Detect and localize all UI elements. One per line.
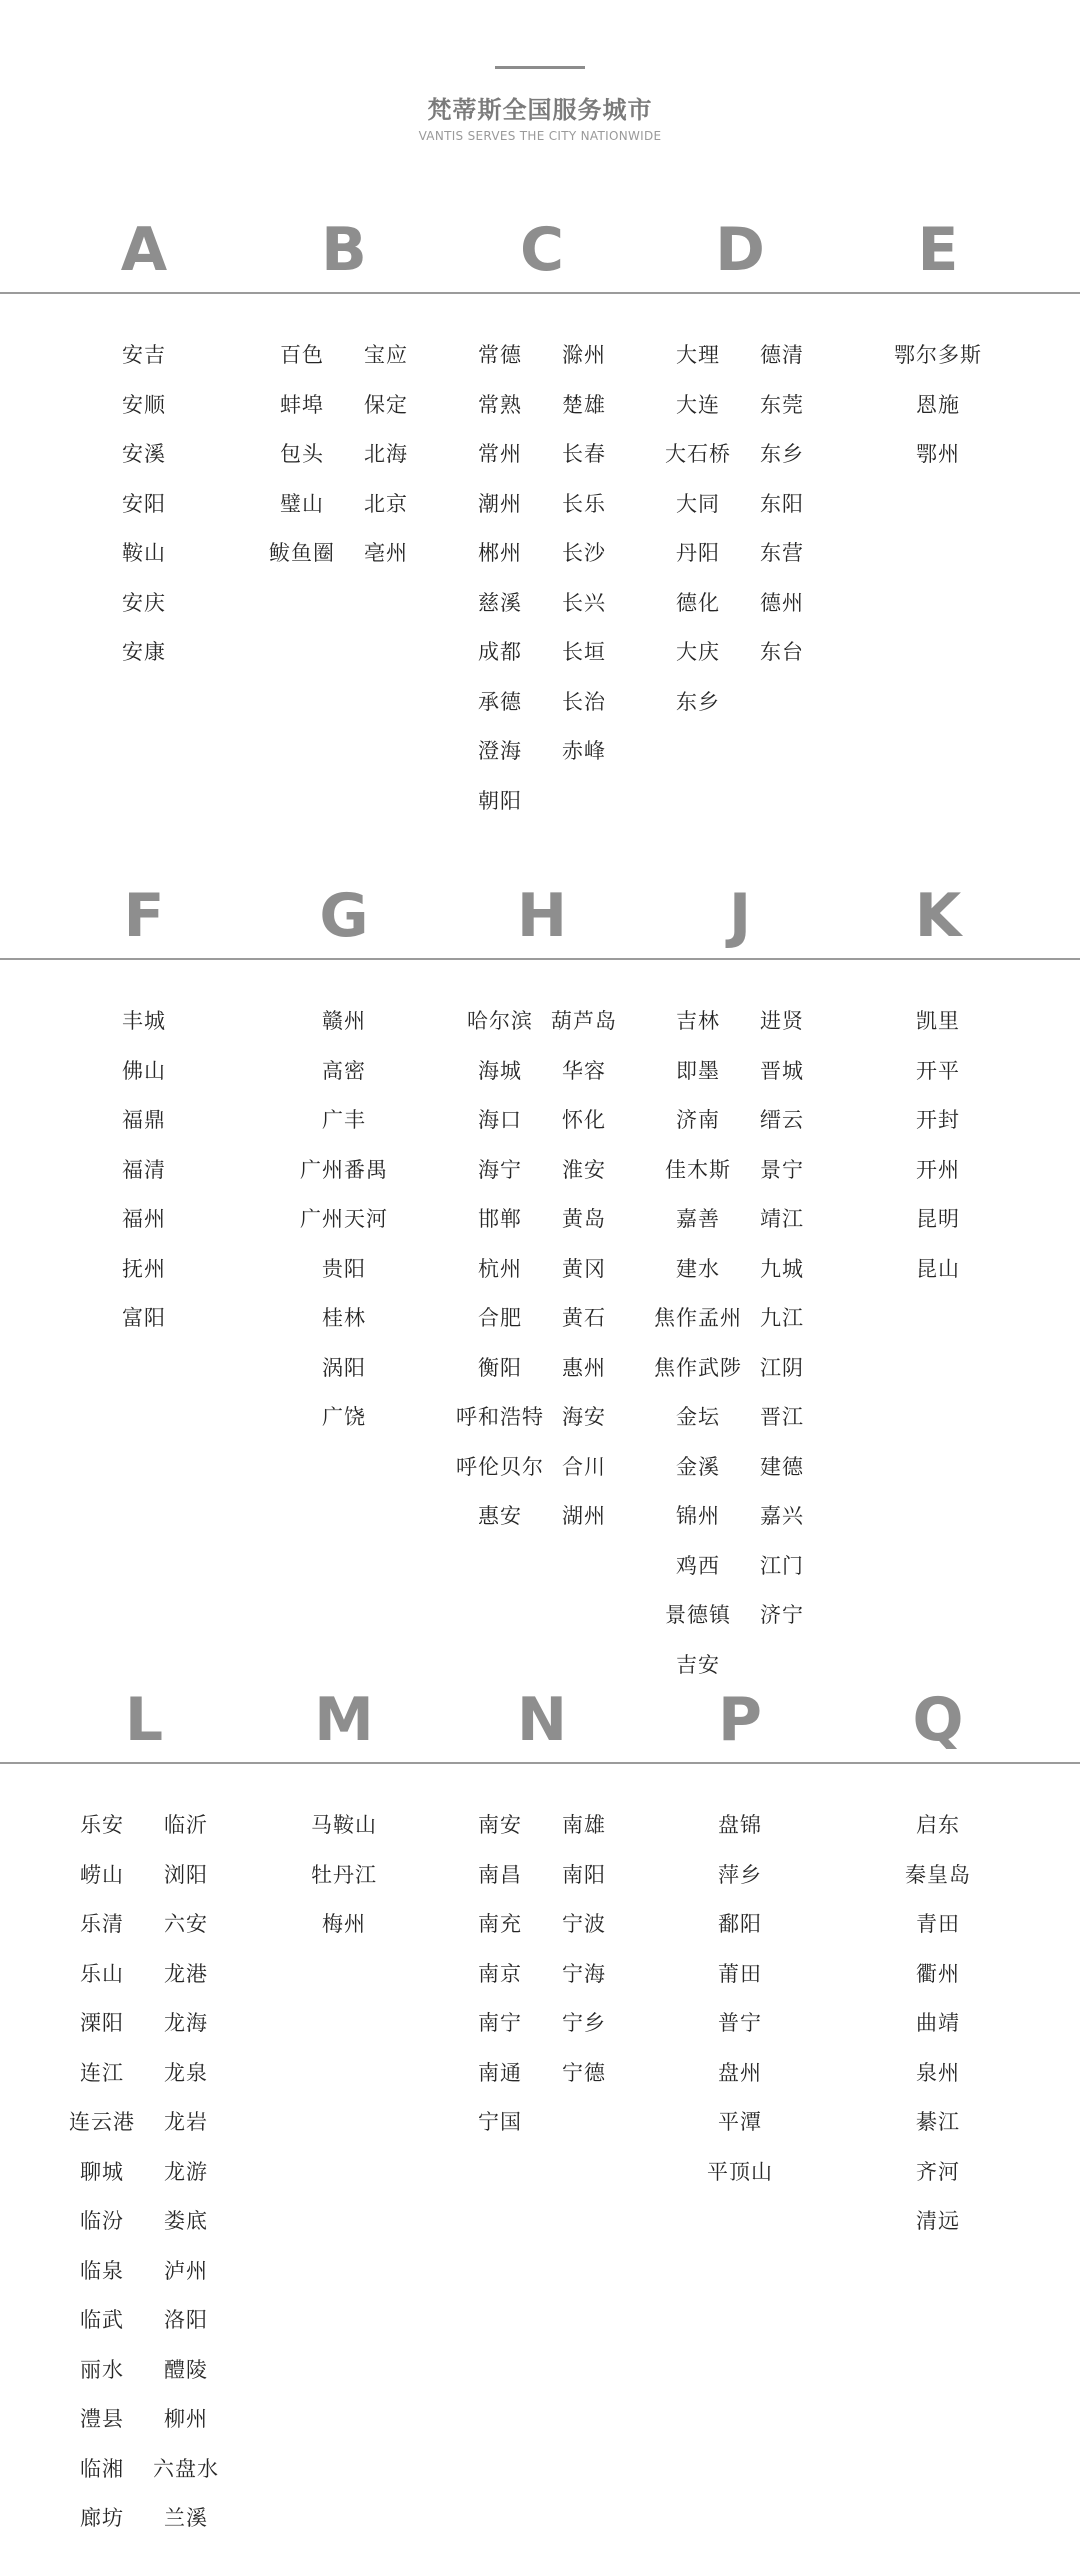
city-name: 黄石 [562,1306,606,1330]
section-rule [0,1762,1080,1764]
city-name: 贵阳 [322,1256,366,1281]
city-name: 娄底 [164,2209,208,2233]
city-name: 连云港 [69,2110,135,2134]
city-name: 广饶 [322,1405,366,1429]
city-name: 安康 [122,640,166,664]
city-name: 鞍山 [122,541,166,565]
city-name: 合肥 [478,1306,522,1330]
city-name: 长沙 [562,541,606,565]
city-name: 醴陵 [164,2357,208,2382]
city-name: 九城 [760,1256,804,1281]
city-name: 清远 [916,2209,960,2233]
city-name: 金坛 [676,1405,720,1429]
section-letter: H [516,881,568,951]
city-name: 南昌 [478,1862,522,1887]
city-name: 安阳 [122,491,166,516]
city-name: 怀化 [562,1108,606,1132]
city-name: 高密 [322,1058,366,1083]
city-name: 慈溪 [478,590,522,615]
city-name: 大同 [676,491,720,516]
city-name: 凯里 [916,1009,960,1033]
city-name: 齐河 [916,2159,960,2184]
city-name: 璧山 [280,491,324,516]
city-name: 浏阳 [164,1862,208,1887]
city-name: 六安 [164,1912,208,1936]
city-name: 鲅鱼圈 [269,541,335,565]
city-name: 德清 [760,343,804,367]
city-name: 廊坊 [80,2506,124,2530]
city-name: 江阴 [760,1355,804,1380]
city-name: 焦作武陟 [654,1355,742,1380]
city-name: 佛山 [122,1058,166,1083]
city-name: 洛阳 [164,2308,208,2332]
city-name: 合川 [562,1454,606,1479]
city-name: 南充 [478,1912,522,1936]
city-name: 常州 [478,442,522,466]
city-name: 鄂尔多斯 [894,343,982,367]
city-name: 海城 [478,1058,522,1083]
city-name: 建水 [676,1256,720,1281]
city-name: 广州番禺 [300,1157,388,1182]
city-name: 乐清 [80,1912,124,1936]
city-name: 开平 [916,1058,960,1083]
city-name: 九江 [760,1306,804,1330]
city-name: 抚州 [122,1256,166,1281]
city-name: 东乡 [760,442,804,466]
city-name: 萍乡 [718,1862,762,1887]
city-name: 嘉兴 [760,1504,804,1528]
city-name: 缙云 [760,1108,804,1132]
city-name: 泉州 [916,2060,960,2085]
city-name: 东莞 [760,392,804,417]
city-name: 聊城 [80,2159,124,2184]
city-name: 海宁 [478,1157,522,1182]
city-name: 平顶山 [707,2159,773,2184]
section-letter: J [728,881,752,951]
city-name: 兰溪 [164,2506,208,2530]
city-name: 宁国 [478,2110,522,2134]
city-name: 吉林 [676,1009,720,1033]
city-name: 东阳 [760,491,804,516]
city-name: 普宁 [718,2011,762,2035]
city-name: 晋城 [760,1058,804,1083]
city-name: 连江 [80,2060,124,2085]
city-name: 滁州 [562,343,606,367]
city-name: 北京 [364,491,408,516]
city-name: 淮安 [562,1157,606,1182]
city-name: 安顺 [122,392,166,417]
section-letter: G [319,881,369,951]
city-name: 衢州 [916,1961,960,1986]
city-name: 大理 [676,343,720,367]
city-name: 邯郸 [478,1207,522,1231]
section-letter: A [120,215,168,285]
city-name: 景德镇 [665,1603,731,1627]
city-name: 赤峰 [562,739,606,763]
city-name: 南阳 [562,1862,606,1887]
city-name: 鄱阳 [718,1912,762,1936]
city-name: 莆田 [718,1961,762,1986]
city-name: 济宁 [760,1603,804,1627]
city-name: 溧阳 [80,2011,124,2035]
city-name: 百色 [280,343,324,367]
city-name: 德州 [760,590,804,615]
section-letter: Q [912,1685,964,1755]
city-name: 即墨 [676,1058,720,1083]
city-name: 济南 [676,1108,720,1132]
section-letter: P [718,1685,762,1755]
city-name: 靖江 [760,1207,804,1231]
city-name: 惠州 [562,1355,606,1380]
city-name: 呼伦贝尔 [456,1454,544,1479]
city-name: 梅州 [322,1912,366,1936]
city-name: 开封 [916,1108,960,1132]
city-name: 江门 [760,1553,804,1578]
city-name: 临沂 [164,1813,208,1837]
city-name: 海口 [478,1108,522,1132]
city-name: 哈尔滨 [467,1009,533,1033]
city-name: 海安 [562,1405,606,1429]
city-name: 呼和浩特 [456,1405,544,1429]
city-name: 宝应 [364,343,408,367]
city-name: 启东 [916,1813,960,1837]
city-name: 丹阳 [676,541,720,565]
city-name: 临武 [80,2308,124,2332]
city-name: 龙岩 [164,2110,208,2134]
city-name: 进贤 [760,1009,804,1033]
city-name: 衡阳 [478,1355,522,1380]
city-name: 昆明 [916,1207,960,1231]
city-name: 朝阳 [478,788,522,813]
city-name: 牡丹江 [311,1862,377,1887]
city-name: 华容 [562,1058,606,1083]
section-letter: F [123,881,165,951]
city-name: 南京 [478,1961,522,1986]
city-name: 湖州 [562,1504,606,1528]
section-letter: D [715,215,765,285]
city-name: 亳州 [364,541,408,565]
city-name: 南雄 [562,1813,606,1837]
city-name: 桂林 [322,1306,366,1330]
city-name: 宁乡 [562,2011,606,2035]
city-name: 佳木斯 [665,1157,731,1182]
city-name: 常熟 [478,392,522,417]
city-name: 锦州 [676,1504,720,1528]
city-name: 吉安 [676,1652,720,1677]
city-name: 澧县 [80,2407,124,2431]
city-name: 富阳 [122,1306,166,1330]
city-name: 大庆 [676,640,720,664]
city-name: 乐山 [80,1961,124,1986]
city-name: 楚雄 [562,392,606,417]
city-name: 龙游 [164,2159,208,2184]
city-name: 宁海 [562,1961,606,1986]
city-name: 泸州 [164,2258,208,2283]
city-name: 龙海 [164,2011,208,2035]
city-name: 盘锦 [718,1813,762,1837]
page-title: 梵蒂斯全国服务城市 [427,96,653,124]
city-name: 安庆 [122,590,166,615]
city-name: 临泉 [80,2258,124,2283]
city-name: 开州 [916,1157,960,1182]
city-name: 景宁 [760,1157,804,1182]
city-name: 东乡 [676,689,720,714]
city-name: 东营 [760,541,804,565]
section-rule [0,292,1080,294]
city-name: 安溪 [122,442,166,466]
section-letter: M [314,1685,374,1755]
city-name: 涡阳 [322,1355,366,1380]
city-name: 黄冈 [562,1256,606,1281]
section-letter: N [516,1685,568,1755]
city-name: 綦江 [916,2110,960,2134]
section-letter: K [914,881,962,951]
city-name: 恩施 [916,392,960,417]
city-name: 福清 [122,1157,166,1182]
city-name: 承德 [478,689,522,714]
city-name: 德化 [676,590,720,615]
city-name: 嘉善 [676,1207,720,1231]
city-name: 赣州 [322,1009,366,1033]
city-name: 南宁 [478,2011,522,2035]
city-name: 包头 [280,442,324,466]
city-name: 长兴 [562,590,606,615]
city-name: 宁波 [562,1912,606,1936]
section-letter: E [917,215,959,285]
city-name: 福鼎 [122,1108,166,1132]
city-name: 柳州 [164,2407,208,2431]
city-name: 成都 [478,640,522,664]
city-name: 长乐 [562,491,606,516]
city-name: 东台 [760,640,804,664]
city-name: 杭州 [478,1256,522,1281]
city-name: 龙港 [164,1961,208,1986]
city-name: 安吉 [122,343,166,367]
section-letter: L [124,1685,164,1755]
city-name: 崂山 [80,1862,124,1887]
city-name: 临汾 [80,2209,124,2233]
city-name: 青田 [916,1912,960,1936]
city-name: 长治 [562,689,606,714]
city-name: 马鞍山 [311,1813,377,1837]
city-name: 临湘 [80,2456,124,2481]
city-name: 惠安 [478,1504,522,1528]
section-letter: C [519,215,565,285]
city-name: 丽水 [80,2357,124,2382]
city-name: 盘州 [718,2060,762,2085]
city-name: 长垣 [562,640,606,664]
city-name: 焦作孟州 [654,1306,742,1330]
city-name: 长春 [562,442,606,466]
city-name: 保定 [364,392,408,417]
city-name: 南通 [478,2060,522,2085]
city-name: 蚌埠 [280,392,324,417]
city-name: 大连 [676,392,720,417]
city-name: 金溪 [676,1454,720,1479]
city-name: 黄岛 [562,1207,606,1231]
city-name: 南安 [478,1813,522,1837]
city-name: 丰城 [122,1009,166,1033]
city-name: 曲靖 [916,2011,960,2035]
city-name: 晋江 [760,1405,804,1429]
city-name: 秦皇岛 [905,1862,971,1887]
city-name: 平潭 [718,2110,762,2134]
city-name: 澄海 [478,739,522,763]
city-name: 广丰 [322,1108,366,1132]
city-name: 潮州 [478,491,522,516]
city-name: 宁德 [562,2060,606,2085]
city-name: 乐安 [80,1813,124,1837]
city-name: 六盘水 [153,2456,219,2481]
header-divider [495,66,585,69]
city-name: 葫芦岛 [551,1009,617,1033]
city-name: 龙泉 [164,2060,208,2085]
city-name: 鸡西 [676,1553,720,1578]
city-name: 昆山 [916,1256,960,1281]
city-name: 郴州 [478,541,522,565]
city-name: 北海 [364,442,408,466]
page-subtitle: VANTIS SERVES THE CITY NATIONWIDE [418,129,662,143]
city-name: 鄂州 [916,442,960,466]
section-rule [0,958,1080,960]
city-name: 建德 [760,1454,804,1479]
city-name: 广州天河 [300,1207,388,1231]
city-name: 福州 [122,1207,166,1231]
city-name: 常德 [478,343,522,367]
section-letter: B [321,215,367,285]
city-name: 大石桥 [665,442,731,466]
